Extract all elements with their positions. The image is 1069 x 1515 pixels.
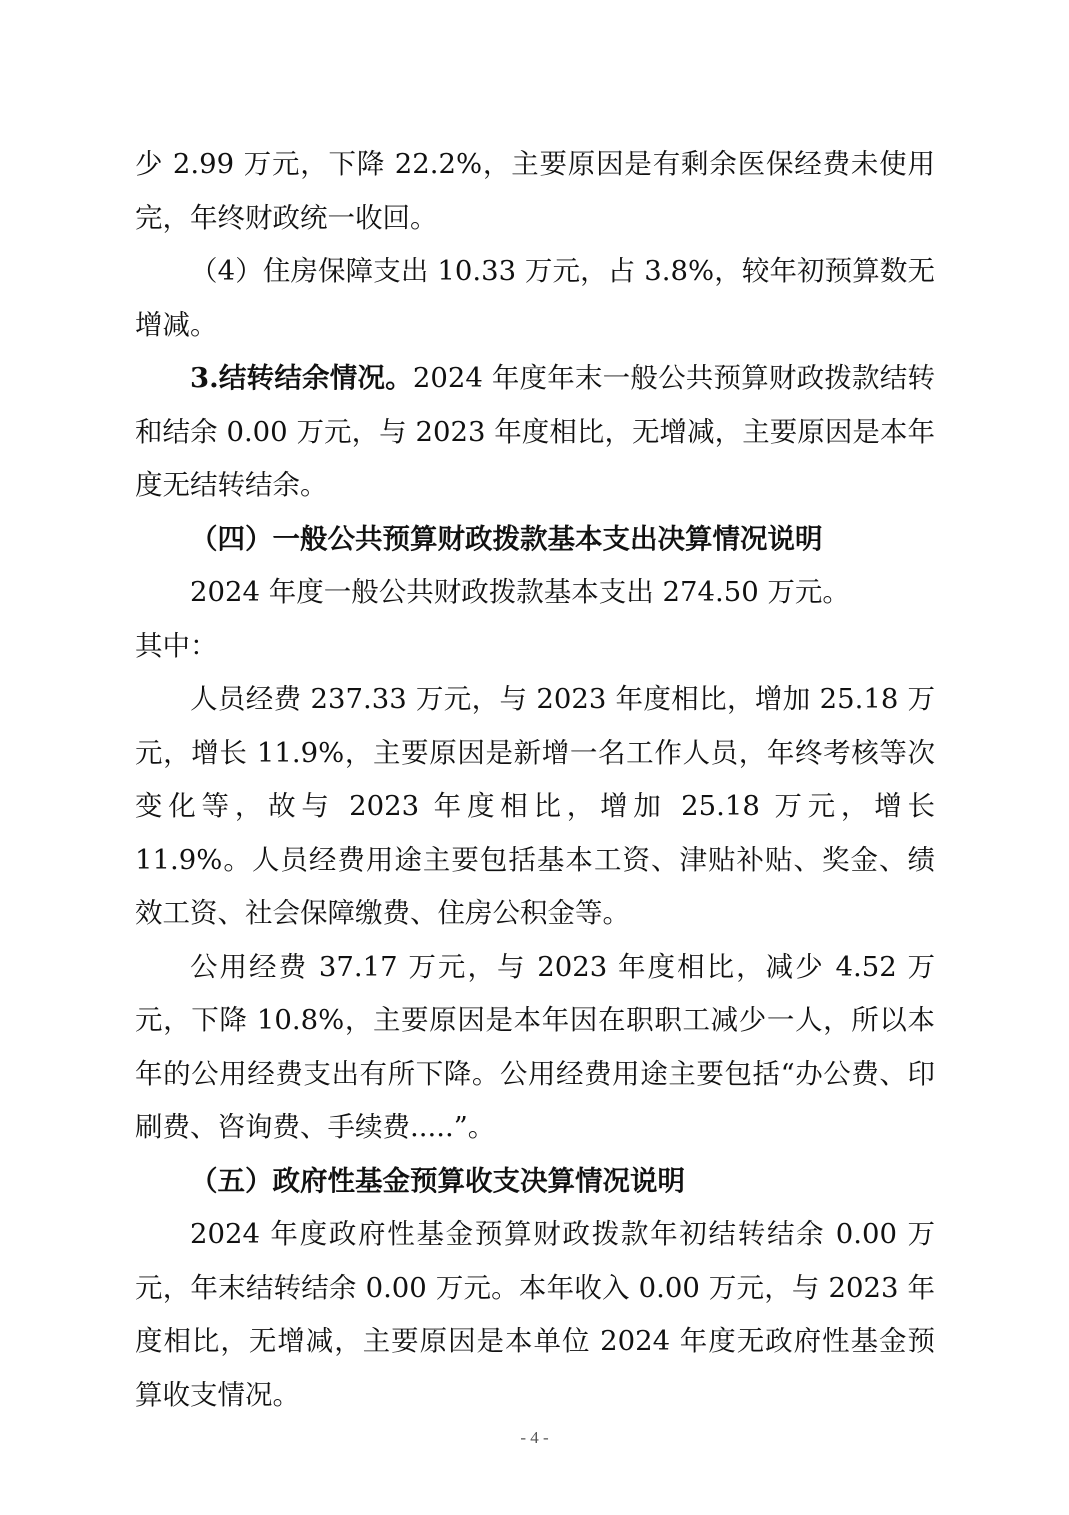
page-number: - 4 - xyxy=(520,1428,549,1447)
paragraph-among-which: 其中： xyxy=(135,629,218,662)
paragraph-lead-carryover: 3.结转结余情况。 xyxy=(190,362,413,394)
section-heading-government-fund: （五）政府性基金预算收支决算情况说明 xyxy=(190,1164,685,1197)
section-heading-basic-expenditure: （四）一般公共预算财政拨款基本支出决算情况说明 xyxy=(190,522,823,555)
paragraph-carryover-text: 2024 年度年末一般公共预算财政拨款结转和结余 0.00 万元，与 2023 年度相比，无增减，主要原因是本年度无结转结余。 xyxy=(135,362,935,501)
paragraph-housing-expenditure: （4）住房保障支出 10.33 万元，占 3.8%，较年初预算数无增减。 xyxy=(135,255,935,341)
paragraph-public-expenses: 公用经费 37.17 万元，与 2023 年度相比，减少 4.52 万元，下降 10.8%，主要原因是本年因在职职工减少一人，所以本年的公用经费支出有所下降。公用经费用途主要包括“办公费、印刷费、咨询费、手续费.....”。 xyxy=(135,950,935,1143)
paragraph-carryover-balance xyxy=(135,352,935,513)
paragraph-medical-insurance-continued: 少 2.99 万元，下降 22.2%，主要原因是有剩余医保经费未使用完，年终财政统一收回。 xyxy=(135,148,935,234)
paragraph-personnel-expenses: 人员经费 237.33 万元，与 2023 年度相比，增加 25.18 万元，增长 11.9%，主要原因是新增一名工作人员，年终考核等次变化等，故与 2023 年度相比，增加 25.18 万元，增长 11.9%。人员经费用途主要包括基本工资、津贴补贴、奖金、绩效工资、社会保障缴费、住房公积金等。 xyxy=(135,683,935,929)
paragraph-government-fund: 2024 年度政府性基金预算财政拨款年初结转结余 0.00 万元，年末结转结余 0.00 万元。本年收入 0.00 万元，与 2023 年度相比，无增减，主要原因是本单位 2024 年度无政府性基金预算收支情况。 xyxy=(135,1218,935,1411)
document-body xyxy=(135,138,935,1422)
paragraph-basic-expenditure-total: 2024 年度一般公共财政拨款基本支出 274.50 万元。 xyxy=(190,576,850,608)
